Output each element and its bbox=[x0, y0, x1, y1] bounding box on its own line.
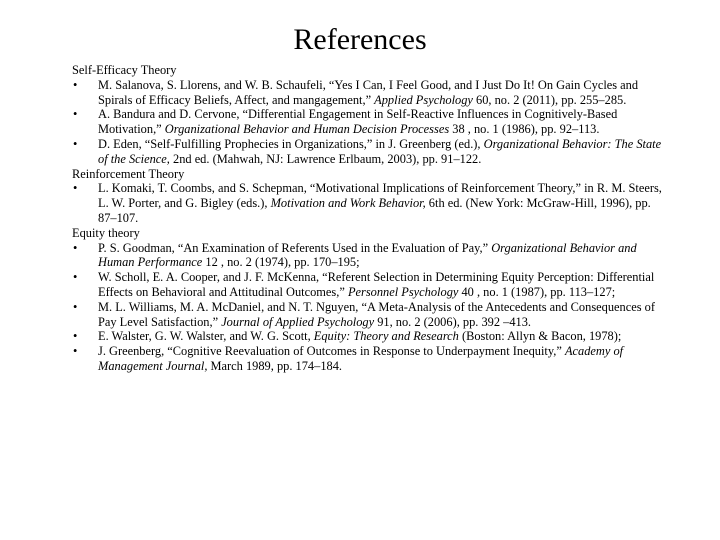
section-heading: Reinforcement Theory bbox=[72, 166, 185, 181]
reference-details: 12 , no. 2 (1974), pp. 170–195; bbox=[202, 255, 360, 270]
journal-title: Organizational Behavior and Human Performance bbox=[98, 240, 637, 270]
bullet-icon: • bbox=[73, 136, 78, 151]
bullet-icon: • bbox=[73, 77, 78, 92]
journal-title: Organizational Behavior and Human Decision Processes bbox=[164, 122, 450, 137]
reference-text: A. Bandura and D. Cervone, “Differential Engagement in Self-Reactive Influences in Cognitively-Based Motivation,” bbox=[98, 107, 618, 137]
reference-text: M. L. Williams, M. A. McDaniel, and N. T. Nguyen, “A Meta-Analysis of the Antecedents and Consequences of Pay Level Satisfaction,” bbox=[98, 299, 655, 329]
reference-text: E. Walster, G. W. Walster, and W. G. Scott, bbox=[98, 329, 314, 344]
journal-title: Equity: Theory and Research bbox=[313, 329, 459, 344]
reference-details: 6th ed. (New York: McGraw-Hill, 1996), pp. 87–107. bbox=[98, 196, 651, 225]
reference-details: March 1989, pp. 174–184. bbox=[207, 358, 342, 373]
reference-details: 91, no. 2 (2006), pp. 392 –413. bbox=[374, 314, 532, 329]
reference-details: 38 , no. 1 (1986), pp. 92–113. bbox=[449, 122, 600, 137]
reference-details: 60, no. 2 (2011), pp. 255–285. bbox=[472, 92, 627, 107]
references-body bbox=[72, 63, 672, 374]
reference-item bbox=[72, 344, 672, 374]
reference-item bbox=[72, 270, 672, 300]
reference-item bbox=[72, 107, 672, 137]
bullet-icon: • bbox=[73, 329, 78, 344]
reference-text: D. Eden, “Self-Fulfilling Prophecies in Organizations,” in J. Greenberg (ed.), bbox=[98, 136, 484, 151]
reference-item bbox=[72, 329, 672, 344]
reference-text: P. S. Goodman, “An Examination of Referents Used in the Evaluation of Pay,” bbox=[98, 240, 492, 255]
reference-details: (Boston: Allyn & Bacon, 1978); bbox=[458, 329, 622, 344]
bullet-icon: • bbox=[73, 270, 78, 285]
reference-item bbox=[72, 181, 672, 225]
bullet-icon: • bbox=[73, 107, 78, 122]
journal-title: Personnel Psychology bbox=[347, 284, 459, 299]
reference-item bbox=[72, 241, 672, 271]
reference-text: M. Salanova, S. Llorens, and W. B. Schaufeli, “Yes I Can, I Feel Good, and I Just Do It! On Gain Cycles and Spirals of Efficacy Beliefs, Affect, and mangagement,” bbox=[98, 77, 639, 107]
reference-text: W. Scholl, E. A. Cooper, and J. F. McKenna, “Referent Selection in Determining Equity Perception: Differential Effects on Behavioral and Attitudinal Outcomes,” bbox=[98, 270, 655, 299]
section-heading: Equity theory bbox=[72, 225, 140, 240]
journal-title: Applied Psychology bbox=[374, 92, 473, 107]
slide-title: References bbox=[293, 23, 427, 56]
reference-item bbox=[72, 78, 672, 108]
journal-title: Organizational Behavior: The State of the Science, bbox=[98, 136, 662, 166]
reference-text: J. Greenberg, “Cognitive Reevaluation of Outcomes in Response to Underpayment Inequity,” bbox=[98, 344, 565, 359]
journal-title: Journal of Applied Psychology bbox=[221, 314, 375, 329]
section-heading: Self-Efficacy Theory bbox=[72, 63, 177, 77]
reference-details: 40 , no. 1 (1987), pp. 113–127; bbox=[458, 284, 616, 299]
journal-title: Academy of Management Journal, bbox=[98, 344, 624, 373]
bullet-icon: • bbox=[73, 344, 78, 359]
bullet-icon: • bbox=[73, 181, 78, 196]
bullet-icon: • bbox=[73, 299, 78, 314]
reference-text: L. Komaki, T. Coombs, and S. Schepman, “Motivational Implications of Reinforcement Theory,” in R. M. Steers, L. W. Porter, and G. Bigley (eds.), bbox=[98, 181, 662, 211]
journal-title: Motivation and Work Behavior, bbox=[270, 196, 426, 211]
reference-item bbox=[72, 137, 672, 167]
reference-item bbox=[72, 300, 672, 330]
bullet-icon: • bbox=[73, 240, 78, 255]
reference-details: 2nd ed. (Mahwah, NJ: Lawrence Erlbaum, 2003), pp. 91–122. bbox=[169, 151, 482, 166]
